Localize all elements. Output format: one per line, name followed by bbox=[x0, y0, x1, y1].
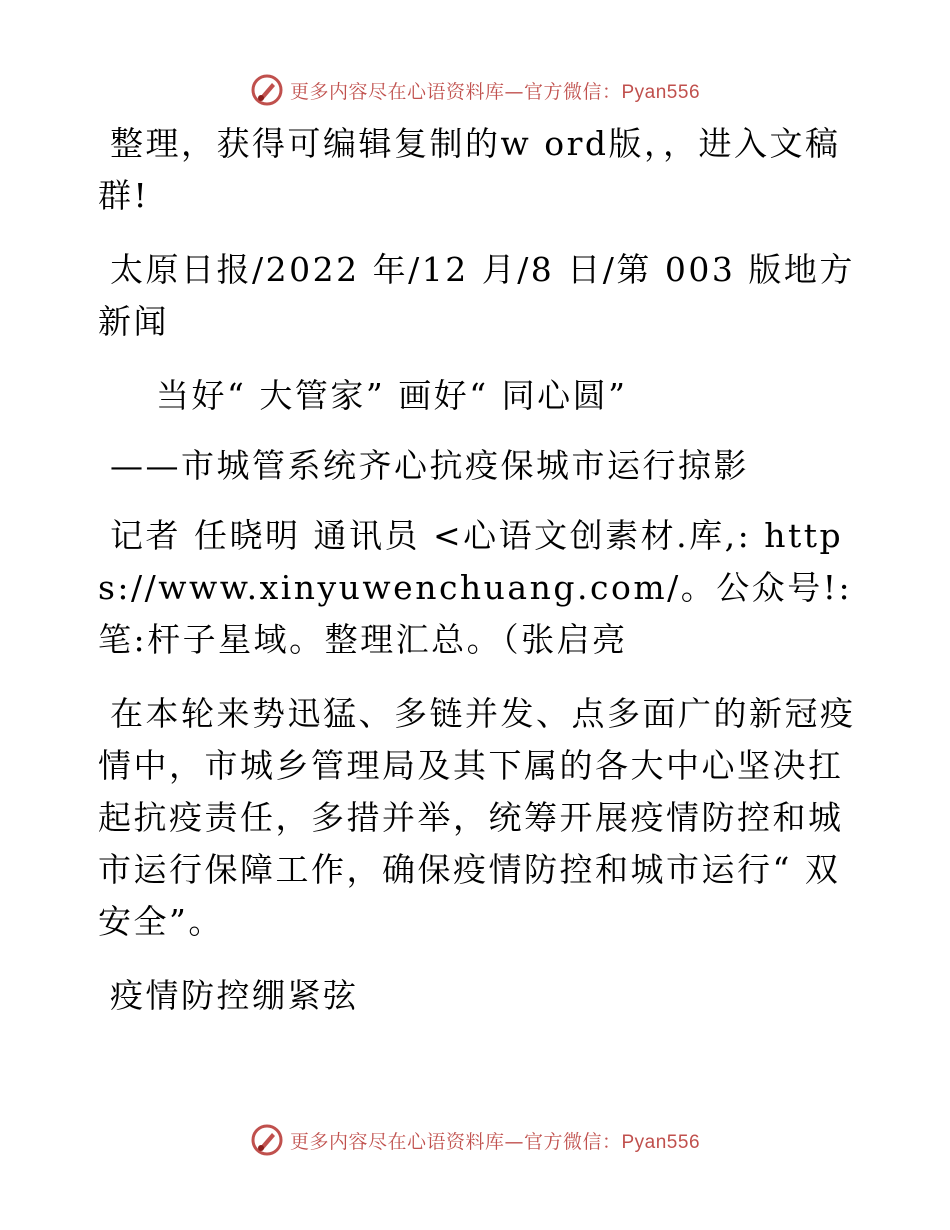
banner-text: 更多内容尽在心语资料库—官方微信：Pyan556 bbox=[289, 1130, 701, 1153]
byline: 记者 任晓明 通讯员 <心语文创素材.库,: https://www.xinyuwenchuang.com/。公众号!: 笔:杆子星域。整理汇总。（张启亮 bbox=[98, 516, 853, 659]
article-subtitle: ——市城管系统齐心抗疫保城市运行掠影 bbox=[110, 446, 749, 485]
top-watermark-banner bbox=[0, 70, 950, 110]
article-body bbox=[98, 118, 858, 1044]
source-line: 太原日报/2022 年/12 月/8 日/第 003 版地方新闻 bbox=[98, 250, 855, 341]
body-paragraph: 在本轮来势迅猛、多链并发、点多面广的新冠疫情中，市城乡管理局及其下属的各大中心坚决扛起抗疫责任，多措并举，统筹开展疫情防控和城市运行保障工作，确保疫情防控和城市运行“ 双安全”。 bbox=[98, 694, 856, 941]
section-heading: 疫情防控绷紧弦 bbox=[110, 976, 359, 1015]
intro-note: 整理，获得可编辑复制的w ord版，，进入文稿群! bbox=[98, 124, 841, 215]
bottom-watermark-banner bbox=[0, 1120, 950, 1160]
article-title: 当好“ 大管家” 画好“ 同心圆” bbox=[156, 376, 628, 415]
brush-logo-icon bbox=[250, 1123, 284, 1157]
brush-logo-icon bbox=[250, 73, 284, 107]
banner-text: 更多内容尽在心语资料库—官方微信：Pyan556 bbox=[289, 80, 701, 103]
